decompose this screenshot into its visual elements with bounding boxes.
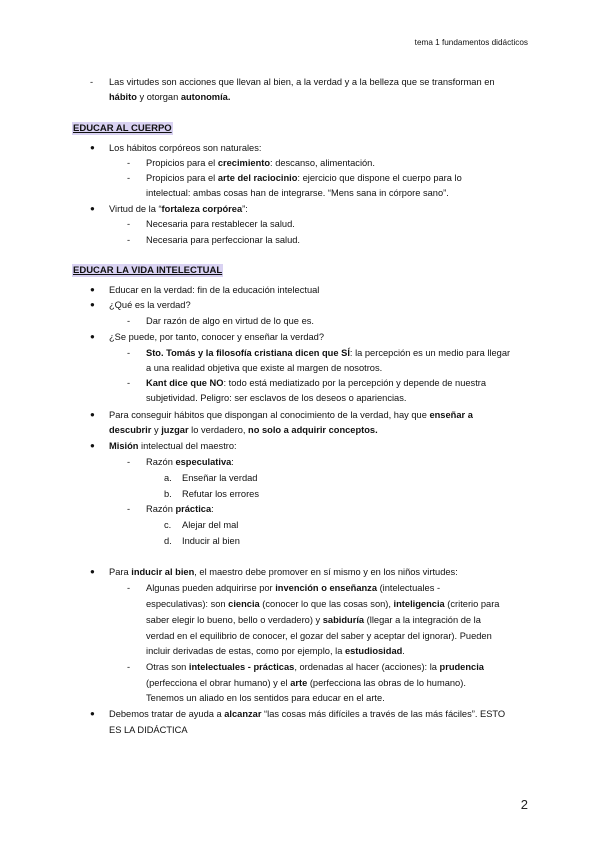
intelectual-dash-6-line-5: incluir derivadas de estas, como por ejemplo, la estudiosidad. [146,646,405,656]
intelectual-bullet-5: Misión intelectual del maestro: [109,441,237,451]
dash-marker: - [127,583,131,593]
list-label: b. [164,489,172,499]
intelectual-bullet-6: Para inducir al bien, el maestro debe promover en sí mismo y en los niños virtudes: [109,567,458,577]
dash-marker: - [127,378,131,388]
intelectual-bullet-2: ¿Qué es la verdad? [109,300,191,310]
intelectual-dash-4: Razón especulativa: [146,457,234,467]
intelectual-dash-6-line-2: especulativas): son ciencia (conocer lo que las cosas son), inteligencia (criterio para [146,599,500,609]
cuerpo-dash-1: Propicios para el crecimiento: descanso, alimentación. [146,158,375,168]
section-heading-cuerpo: EDUCAR AL CUERPO [73,123,172,134]
list-item-1: Enseñar la verdad [182,473,258,483]
intelectual-dash-6-line-3: saber elegir lo bueno, bello o verdadero) y sabiduría (llegar a la integración de la [146,615,481,625]
dash-marker: - [127,316,131,326]
intelectual-dash-7: Otras son intelectuales - prácticas, ordenadas al hacer (acciones): la prudencia [146,662,484,672]
bullet-icon: ● [90,204,95,213]
bullet-icon: ● [90,332,95,341]
dash-marker: - [127,173,131,183]
list-item-2: Refutar los errores [182,489,259,499]
dash-marker: - [127,662,131,672]
list-label: a. [164,473,172,483]
dash-marker: - [127,158,131,168]
bullet-icon: ● [90,300,95,309]
list-item-3: Alejar del mal [182,520,239,530]
dash-marker: - [90,77,94,87]
bullet-icon: ● [90,709,95,718]
bullet-icon: ● [90,441,95,450]
intelectual-bullet-3: ¿Se puede, por tanto, conocer y enseñar la verdad? [109,332,324,342]
list-item-4: Inducir al bien [182,536,240,546]
dash-marker: - [127,348,131,358]
intro-line-2: hábito y otorgan autonomía. [109,92,231,102]
intelectual-dash-1: Dar razón de algo en virtud de lo que es. [146,316,314,326]
dash-marker: - [127,504,131,514]
intelectual-dash-3: Kant dice que NO: todo está mediatizado por la percepción y depende de nuestra [146,378,487,388]
bullet-icon: ● [90,285,95,294]
intelectual-bullet-7: Debemos tratar de ayuda a alcanzar “las cosas más difíciles a través de las más fáciles”. ESTO [109,709,506,719]
intelectual-dash-5: Razón práctica: [146,504,214,514]
intelectual-dash-7-line-2: (perfecciona el obrar humano) y el arte (perfecciona las obras de lo humano). [146,678,466,688]
dash-marker: - [127,235,131,245]
cuerpo-dash-3: Necesaria para restablecer la salud. [146,219,295,229]
cuerpo-dash-2: Propicios para el arte del raciocinio: ejercicio que dispone el cuerpo para lo [146,173,462,183]
intelectual-dash-3-line-2: subjetividad. Peligro: ser esclavos de los deseos o apariencias. [146,393,407,403]
bullet-icon: ● [90,410,95,419]
intelectual-dash-6-line-4: verdad en el equilibrio de conocer, el gozar del saber y aceptar del ignorar). Pueden [146,631,492,641]
cuerpo-bullet-2: Virtud de la “fortaleza corpórea”: [109,204,248,214]
intelectual-dash-6: Algunas pueden adquirirse por invención o enseñanza (intelectuales - [146,583,441,593]
intelectual-dash-2-line-2: a una realidad objetiva que existe al margen de nosotros. [146,363,383,373]
cuerpo-dash-2-line-2: intelectual: ambas cosas han de integrarse. “Mens sana in córpore sano”. [146,188,449,198]
intelectual-bullet-4-line-2: descubrir y juzgar lo verdadero, no solo a adquirir conceptos. [109,425,378,435]
dash-marker: - [127,457,131,467]
list-label: d. [164,536,172,546]
intelectual-dash-7-line-3: Tenemos un aliado en los sentidos para educar en el arte. [146,693,385,703]
cuerpo-bullet-1: Los hábitos corpóreos son naturales: [109,143,262,153]
list-label: c. [164,520,172,530]
bullet-icon: ● [90,567,95,576]
intelectual-bullet-1: Educar en la verdad: fin de la educación intelectual [109,285,320,295]
cuerpo-dash-4: Necesaria para perfeccionar la salud. [146,235,300,245]
page-number: 2 [520,797,528,812]
intelectual-dash-2: Sto. Tomás y la filosofía cristiana dicen que SÍ: la percepción es un medio para llegar [146,348,511,358]
intelectual-bullet-4: Para conseguir hábitos que dispongan al conocimiento de la verdad, hay que enseñar a [109,410,473,420]
section-heading-intelectual: EDUCAR LA VIDA INTELECTUAL [73,265,223,276]
intro-line-1: Las virtudes son acciones que llevan al bien, a la verdad y a la belleza que se transforman en [109,77,495,87]
bullet-icon: ● [90,143,95,152]
running-header: tema 1 fundamentos didácticos [414,38,528,47]
dash-marker: - [127,219,131,229]
intelectual-bullet-7-line-2: ES LA DIDÁCTICA [109,725,188,735]
